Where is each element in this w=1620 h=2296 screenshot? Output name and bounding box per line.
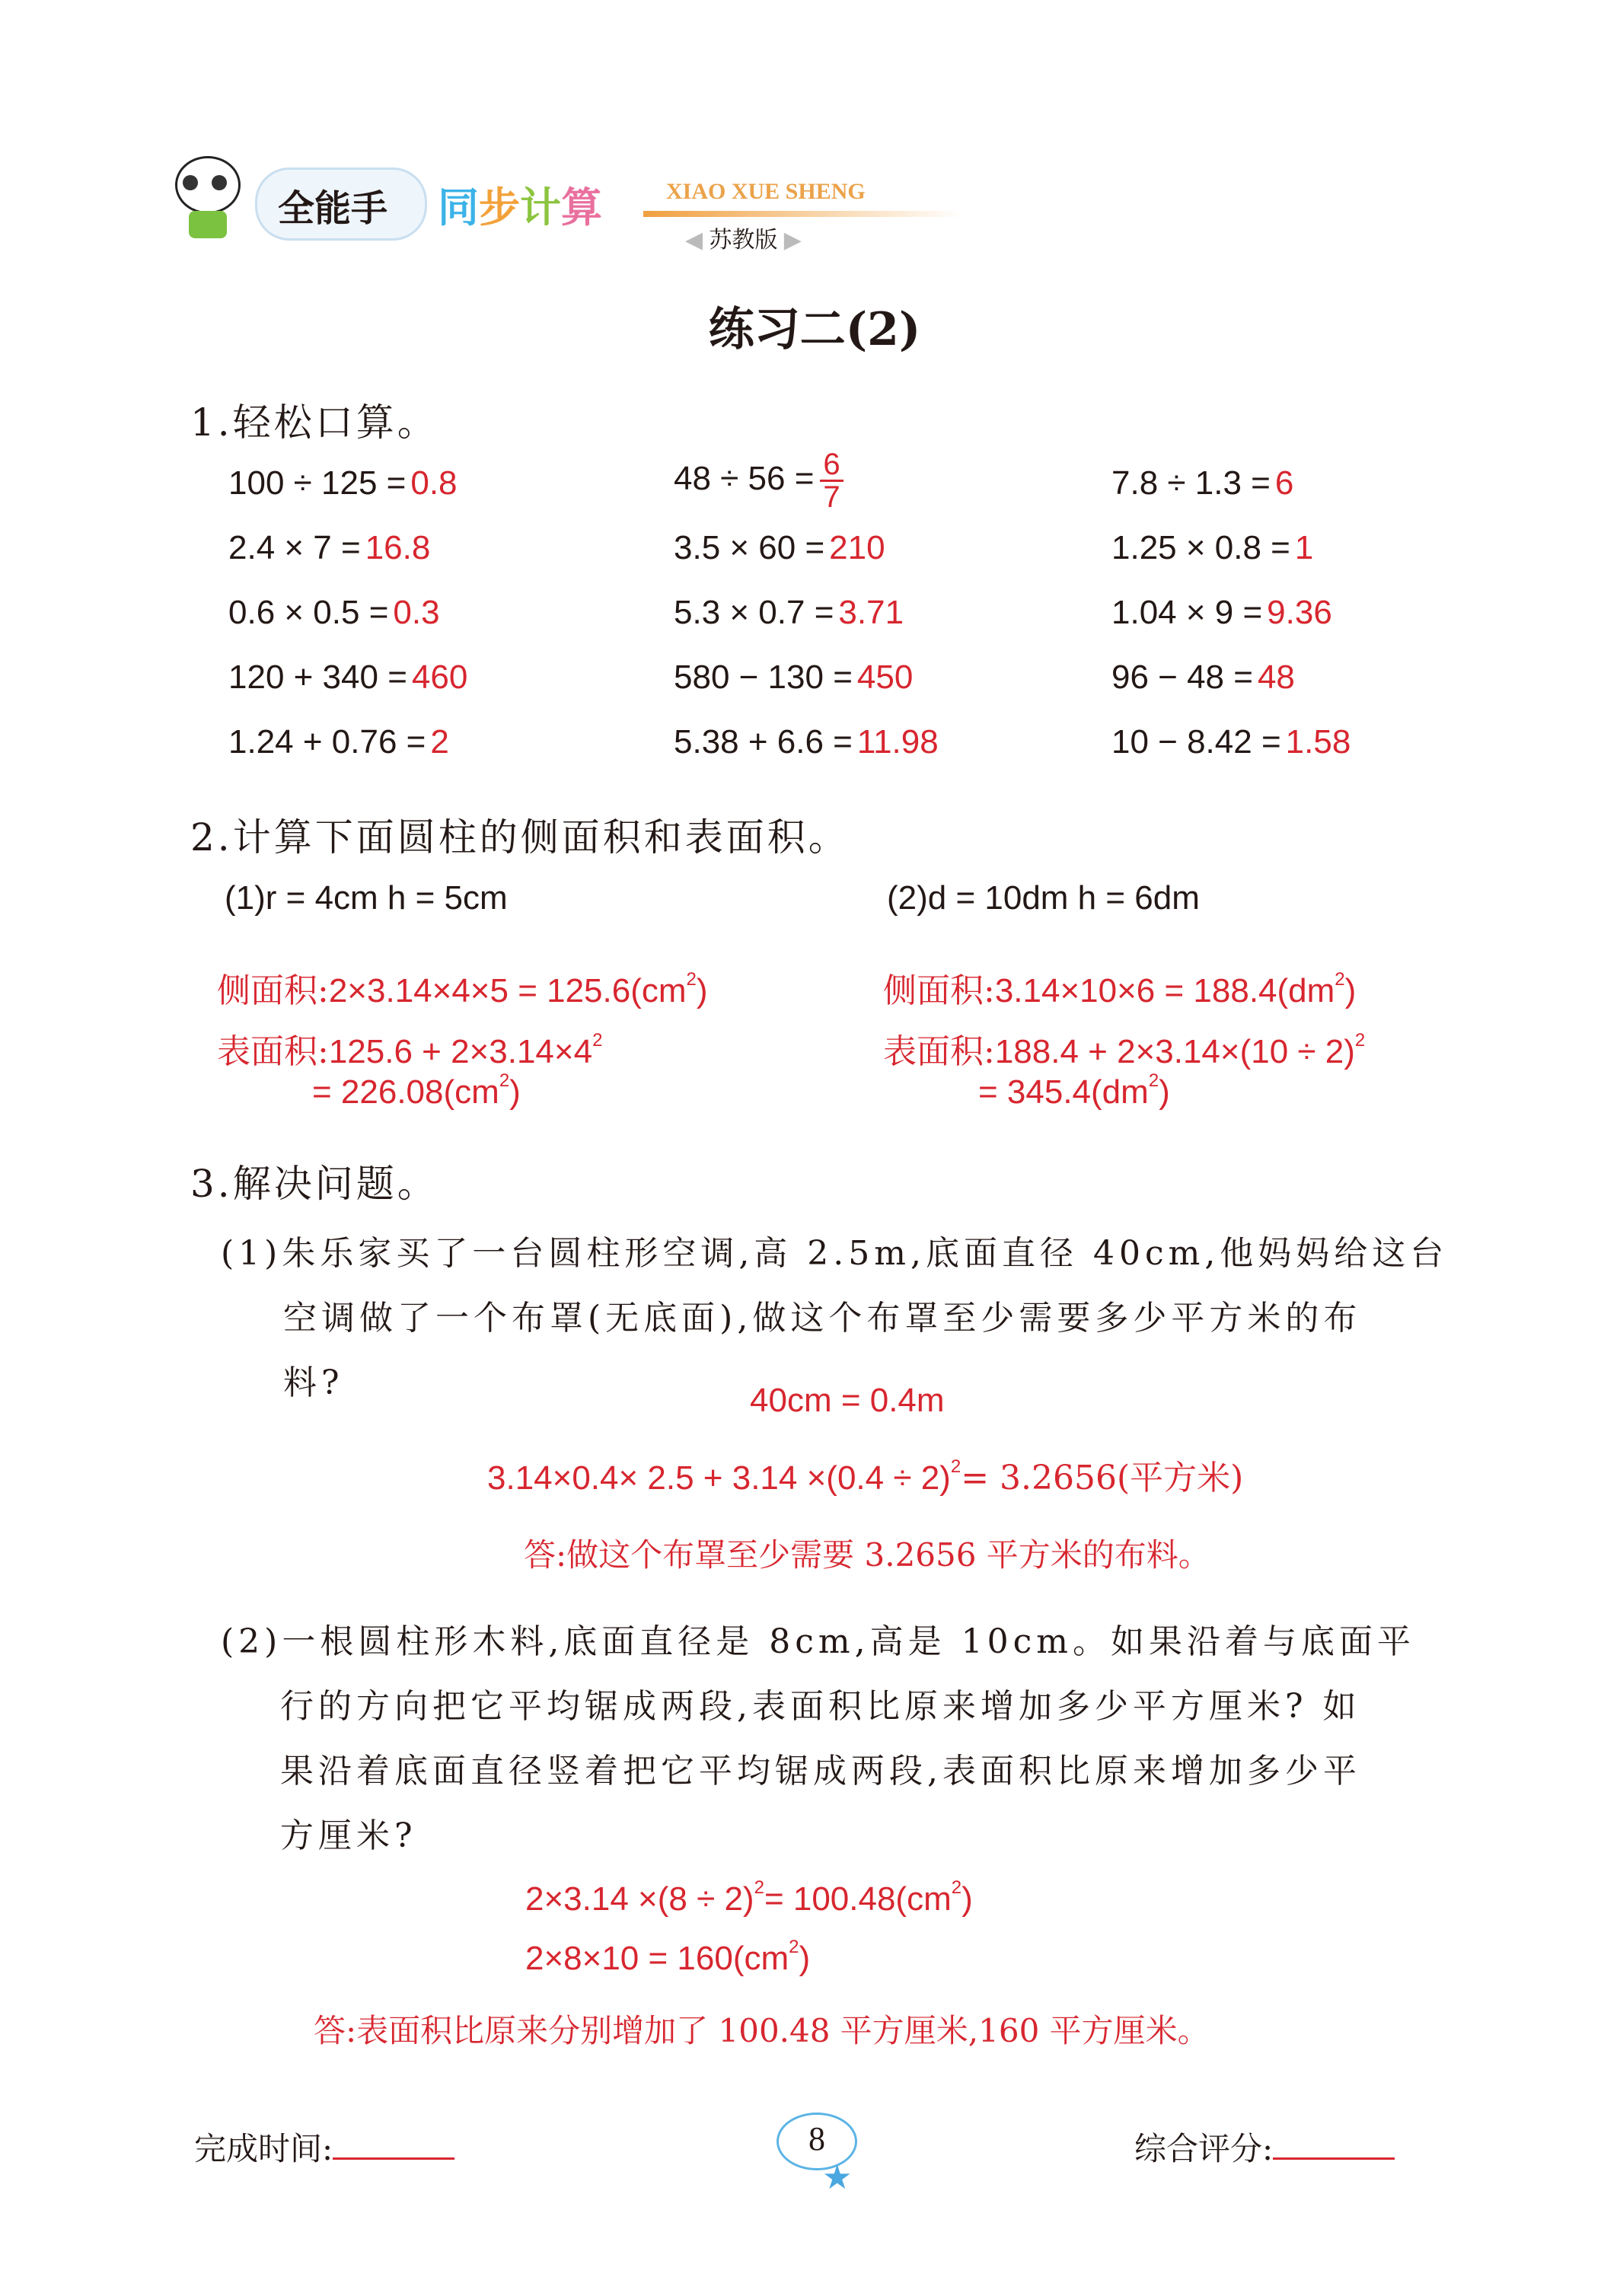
mental-math-item [228, 529, 430, 567]
expr: = 345.4(dm [978, 1073, 1149, 1111]
answer: 11.98 [856, 723, 939, 761]
page-title: 练习二(2) [708, 303, 921, 356]
answer-3-2-parallel [525, 1877, 973, 1918]
question: 5.3 × 0.7 = [674, 594, 834, 631]
label: 侧面积: [217, 971, 329, 1010]
section-1-heading: 1.轻松口算。 [190, 400, 438, 445]
expr: 2×3.14 ×(8 ÷ 2) [525, 1880, 754, 1918]
answer-2-1-surface [217, 1024, 602, 1073]
overall-score [1134, 2124, 1395, 2170]
mental-math-item [674, 449, 843, 512]
page-number: 8 [808, 2120, 825, 2157]
brand-title: 全能手 [278, 187, 388, 230]
header [152, 148, 990, 255]
completion-time [194, 2124, 454, 2170]
paren: ) [509, 1073, 521, 1111]
sq: 2 [1335, 969, 1345, 990]
mental-math-item [228, 464, 458, 502]
section-2-heading: 2.计算下面圆柱的侧面积和表面积。 [190, 815, 850, 859]
answer-3-1-statement: 答:做这个布罩至少需要 3.2656 平方米的布料。 [524, 1536, 1210, 1574]
result: = 3.2656(平方米) [961, 1459, 1244, 1497]
mental-math-item [674, 594, 904, 632]
answer: 3.71 [838, 594, 904, 631]
sq: 2 [499, 1070, 510, 1091]
time-label: 完成时间: [194, 2130, 333, 2167]
answer: 48 [1257, 659, 1295, 696]
sq: 2 [754, 1877, 764, 1898]
question: 7.8 ÷ 1.3 = [1111, 464, 1271, 502]
answer: 450 [856, 659, 914, 696]
problem-3-1-line: (1)朱乐家买了一台圆柱形空调,高 2.5m,底面直径 40cm,他妈妈给这台 [221, 1234, 1449, 1273]
answer-2-1-result [312, 1070, 521, 1111]
answer: 1.58 [1285, 723, 1351, 761]
question: 1.24 + 0.76 = [228, 723, 426, 761]
question: 10 − 8.42 = [1111, 723, 1281, 761]
score-label: 综合评分: [1134, 2130, 1274, 2167]
question: 120 + 340 = [228, 659, 407, 696]
question: 580 − 130 = [674, 659, 853, 696]
panda-mascot-icon [167, 156, 244, 240]
problem-3-2-line: (2)一根圆柱形木料,底面直径是 8cm,高是 10cm。如果沿着与底面平 [221, 1622, 1415, 1661]
expr: = 226.08(cm [312, 1073, 499, 1111]
sq: 2 [950, 1456, 961, 1477]
answer: 6 [1274, 464, 1294, 502]
question: 48 ÷ 56 = [674, 460, 815, 498]
section-3-heading: 3.解决问题。 [190, 1162, 438, 1206]
expr: 2×8×10 = 160(cm [525, 1940, 789, 1977]
paren: ) [961, 1880, 973, 1918]
problem-3-1-line: 空调做了一个布罩(无底面),做这个布罩至少需要多少平方米的布 [283, 1299, 1362, 1338]
answer-fraction [820, 449, 843, 512]
answer: 16.8 [365, 529, 431, 566]
mental-math-item [674, 529, 885, 567]
question: 100 ÷ 125 = [228, 464, 407, 502]
sq: 2 [1148, 1070, 1159, 1091]
problem-3-1-line: 料? [283, 1363, 344, 1402]
mental-math-item [1111, 723, 1351, 761]
edition-label: ◀ 苏教版 ▶ [685, 227, 802, 254]
sq: 2 [592, 1030, 603, 1051]
question: 0.6 × 0.5 = [228, 594, 389, 631]
orange-rule [643, 211, 963, 217]
answer: 2 [430, 723, 449, 761]
question: 96 − 48 = [1111, 659, 1253, 696]
time-blank[interactable] [333, 2127, 454, 2160]
answer: 1 [1294, 529, 1314, 566]
paren: ) [799, 1940, 811, 1977]
paren: ) [696, 972, 708, 1009]
series-title [438, 175, 602, 234]
question: 3.5 × 60 = [674, 529, 825, 566]
expr: 125.6 + 2×3.14×4 [328, 1033, 593, 1070]
edition-text: 苏教版 [709, 227, 778, 254]
sq: 2 [1354, 1030, 1366, 1051]
series-char: 同 [438, 183, 479, 231]
question: 1.04 × 9 = [1111, 594, 1263, 631]
mental-math-item [228, 659, 467, 697]
score-blank[interactable] [1273, 2127, 1395, 2160]
answer-3-1-conversion: 40cm = 0.4m [750, 1382, 945, 1419]
expr: 188.4 + 2×3.14×(10 ÷ 2) [994, 1033, 1355, 1070]
expr: 3.14×10×6 = 188.4(dm [994, 972, 1335, 1009]
problem-2-1-given: (1)r = 4cm h = 5cm [225, 879, 508, 917]
problem-3-2-line: 果沿着底面直径竖着把它平均锯成两段,表面积比原来增加多少平 [280, 1752, 1361, 1791]
answer: 0.8 [410, 464, 458, 502]
mental-math-item [1111, 529, 1313, 567]
answer-2-2-result [978, 1070, 1170, 1111]
sq: 2 [686, 969, 697, 990]
answer: 460 [411, 659, 468, 696]
answer-3-2-diameter [525, 1937, 811, 1978]
result: = 100.48(cm [764, 1880, 952, 1918]
denominator: 7 [823, 480, 840, 514]
question: 2.4 × 7 = [228, 529, 361, 566]
star-icon: ★ [822, 2159, 853, 2196]
series-char: 算 [561, 183, 602, 231]
answer-3-2-statement: 答:表面积比原来分别增加了 100.48 平方厘米,160 平方厘米。 [314, 2012, 1210, 2049]
answer-2-1-lateral [217, 963, 708, 1012]
mental-math-item [228, 594, 440, 632]
paren: ) [1344, 972, 1357, 1009]
answer-2-2-lateral [883, 963, 1356, 1012]
expr: 2×3.14×4×5 = 125.6(cm [328, 972, 687, 1009]
answer: 0.3 [393, 594, 440, 631]
series-char: 步 [479, 183, 520, 231]
label: 表面积: [883, 1032, 995, 1071]
label: 侧面积: [883, 971, 995, 1010]
mental-math-item [674, 659, 913, 697]
problem-3-2-line: 方厘米? [280, 1816, 417, 1855]
problem-3-2-line: 行的方向把它平均锯成两段,表面积比原来增加多少平方厘米? 如 [280, 1687, 1361, 1726]
expr: 3.14×0.4× 2.5 + 3.14 ×(0.4 ÷ 2) [487, 1459, 951, 1497]
answer-3-1-formula [487, 1450, 1243, 1499]
numerator: 6 [820, 449, 843, 482]
mental-math-item [674, 723, 939, 761]
series-char: 计 [520, 183, 561, 231]
pinyin-label: XIAO XUE SHENG [666, 179, 866, 204]
question: 1.25 × 0.8 = [1111, 529, 1290, 566]
sq: 2 [951, 1877, 962, 1898]
label: 表面积: [217, 1032, 329, 1071]
answer: 9.36 [1267, 594, 1332, 631]
sq: 2 [789, 1937, 799, 1957]
mental-math-item [1111, 464, 1293, 502]
problem-2-2-given: (2)d = 10dm h = 6dm [887, 879, 1200, 917]
paren: ) [1159, 1073, 1170, 1111]
mental-math-item [228, 723, 449, 761]
answer-2-2-surface [883, 1024, 1365, 1073]
mental-math-item [1111, 659, 1295, 697]
question: 5.38 + 6.6 = [674, 723, 853, 761]
mental-math-item [1111, 594, 1332, 632]
answer: 210 [829, 529, 885, 566]
